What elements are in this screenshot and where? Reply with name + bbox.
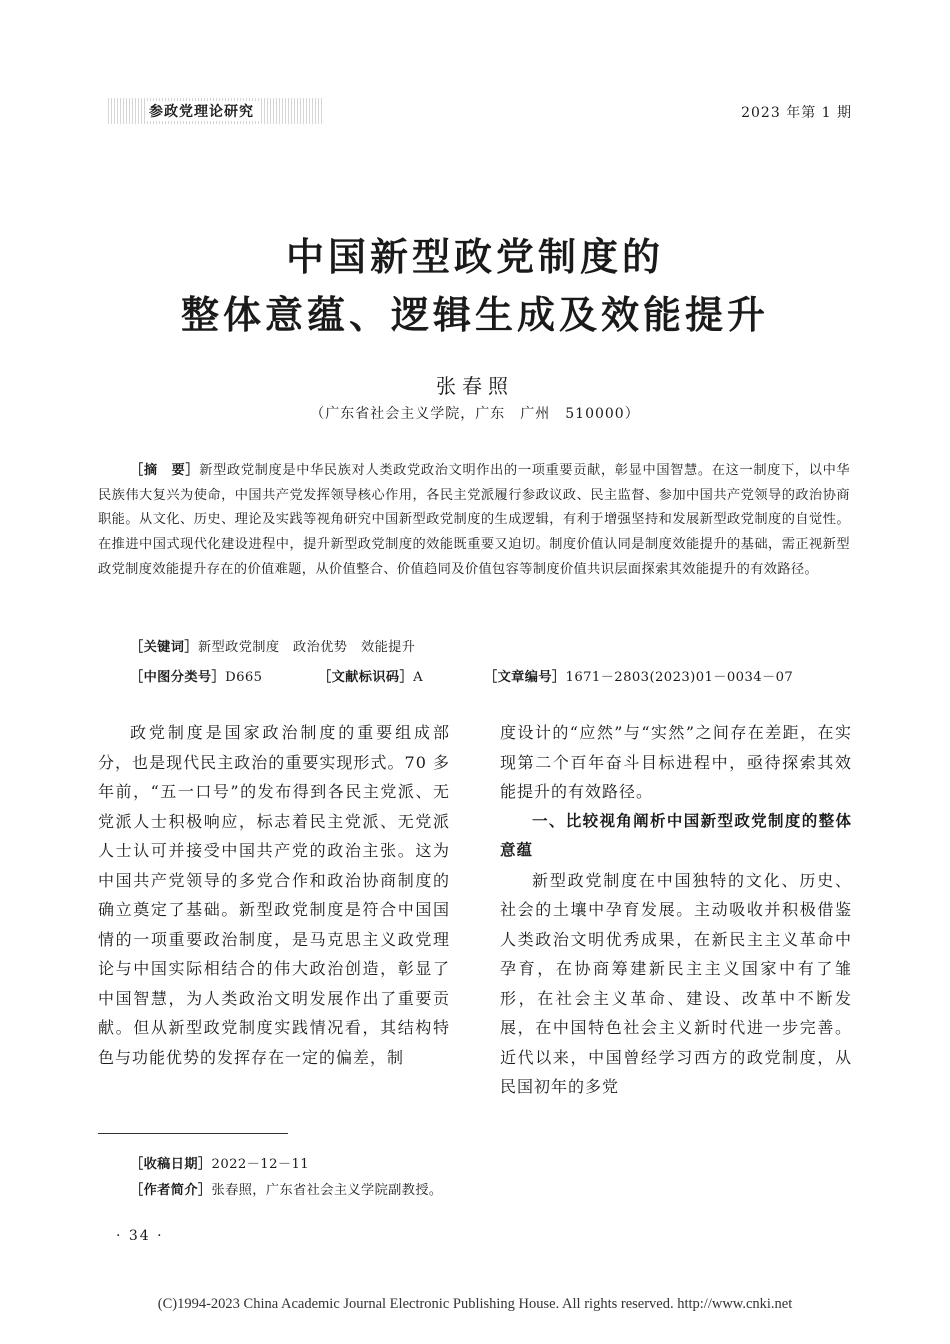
copyright-notice: (C)1994-2023 China Academic Journal Electronic Publishing House. All rights reserved. http://www.cnki.net (157, 1296, 793, 1312)
author-affiliation: （广东省社会主义学院，广东 广州 510000） (310, 406, 640, 422)
document-code (318, 666, 423, 685)
footnote-divider (98, 1133, 288, 1134)
keywords-label: ［关键词］ (130, 640, 198, 655)
document-code-label: ［文献标识码］ (318, 670, 414, 685)
clc-value: D665 (225, 670, 263, 685)
body-paragraph: 新型政党制度在中国独特的文化、历史、社会的土壤中孕育发展。主动吸收并积极借鉴人类政治文明优秀成果，在新民主主义革命中孕育，在协商筹建新民主主义国家中有了雏形，在社会主义革命、建设、改革中不断发展，在中国特色社会主义新时代进一步完善。近代以来，中国曾经学习西方的政党制度，从民国初年的多党 (500, 870, 852, 1096)
body-column-right (500, 718, 852, 1102)
abstract (98, 459, 850, 583)
title-line-1: 中国新型政党制度的 (285, 235, 664, 279)
article-number (484, 666, 793, 685)
journal-name: 参政党理论研究 (145, 101, 260, 121)
author-bio-label: ［作者简介］ (130, 1183, 212, 1198)
received-date-value: 2022－12－11 (211, 1157, 310, 1172)
body-column-left (98, 718, 450, 1072)
clc-label: ［中图分类号］ (130, 670, 226, 685)
article-number-label: ［文章编号］ (484, 670, 566, 685)
author-name: 张春照 (436, 374, 514, 398)
keywords-text: 新型政党制度 政治优势 效能提升 (197, 640, 416, 655)
abstract-text: 新型政党制度是中华民族对人类政党政治文明作出的一项重要贡献，彰显中国智慧。在这一制度下，以中华民族伟大复兴为使命，中国共产党发挥领导核心作用，各民主党派履行参政议政、民主监督、参加中国共产党领导的政治协商职能。从文化、历史、理论及实践等视角研究中国新型政党制度的生成逻辑，有利于增强坚持和发展新型政党制度的自觉性。在推进中国式现代化建设进程中，提升新型政党制度的效能既重要又迫切。制度价值认同是制度效能提升的基础，需正视新型政党制度效能提升存在的价值难题，从价值整合、价值趋同及价值包容等制度价值共识层面探索其效能提升的有效路径。 (98, 463, 851, 577)
received-date-label: ［收稿日期］ (130, 1157, 212, 1172)
title-line-2: 整体意蕴、逻辑生成及效能提升 (180, 293, 769, 337)
author-bio-value: 张春照，广东省社会主义学院副教授。 (211, 1183, 443, 1198)
section-heading: 一、比较视角阐析中国新型政党制度的整体意蕴 (500, 811, 852, 859)
document-code-value: A (413, 670, 424, 685)
body-paragraph-continued: 度设计的“应然”与“实然”之间存在差距，在实现第二个百年奋斗目标进程中，亟待探索其效能提升的有效路径。 (500, 723, 852, 801)
article-number-value: 1671－2803(2023)01－0034－07 (565, 670, 794, 685)
body-paragraph: 政党制度是国家政治制度的重要组成部分，也是现代民主政治的重要实现形式。70 多年前，“五一口号”的发布得到各民主党派、无党派人士积极响应，标志着民主党派、无党派人士认可并接受中国共产党的政治主张。这为中国共产党领导的多党合作和政治协商制度的确立奠定了基础。新型政党制度是符合中国国情的一项重要政治制度，是马克思主义政党理论与中国实际相结合的伟大政治创造，彰显了中国智慧，为人类政治文明发展作出了重要贡献。但从新型政党制度实践情况看，其结构特色与功能优势的发挥存在一定的偏差，制 (98, 723, 450, 1067)
received-date (130, 1153, 309, 1172)
page-number: · 34 · (116, 1228, 164, 1244)
author-bio (130, 1179, 443, 1198)
issue-number: 2023 年第 1 期 (741, 105, 852, 121)
keywords (130, 636, 415, 655)
abstract-label: ［摘 要］ (130, 463, 200, 478)
clc-number (130, 666, 262, 685)
